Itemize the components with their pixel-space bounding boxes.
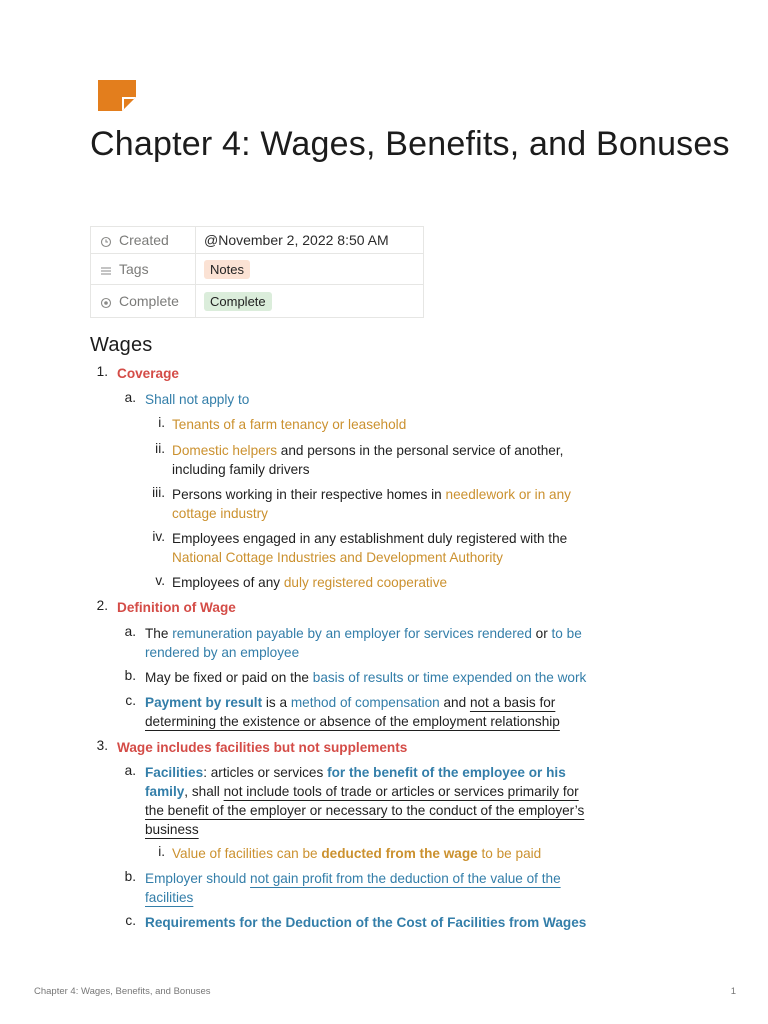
list-marker: b.	[124, 668, 136, 683]
list-item-domestic-helpers: Domestic helpers and persons in the personal service of another, including family drivers	[172, 443, 564, 477]
list-item-payment-by-result: Payment by result is a method of compensation and not a basis for determining the existence or absence of the employment relationship	[145, 695, 560, 729]
list-item-home-workers: Persons working in their respective homes in needlework or in any cottage industry	[172, 487, 571, 521]
property-row-tags	[91, 254, 424, 285]
list-item-requirements: Requirements for the Deduction of the Cost of Facilities from Wages	[145, 915, 587, 930]
list-marker: i.	[158, 415, 165, 430]
list-marker: c.	[125, 693, 136, 708]
list-marker: 1.	[96, 364, 108, 379]
list-item-cooperative: Employees of any duly registered cooperative	[172, 575, 448, 590]
tag-notes[interactable]: Notes	[204, 260, 250, 279]
list-item-definition: Definition of Wage	[117, 600, 236, 615]
property-key-complete: Complete	[91, 285, 196, 318]
list-marker: iv.	[152, 529, 165, 544]
list-item-value-of-facilities: Value of facilities can be deducted from the wage to be paid	[172, 846, 542, 861]
list-marker: ii.	[155, 441, 165, 456]
property-value-created: @November 2, 2022 8:50 AM	[196, 227, 424, 254]
status-icon	[99, 297, 113, 309]
property-key-tags: Tags	[91, 254, 196, 285]
list-item-registered-establishment: Employees engaged in any establishment duly registered with the National Cottage Industries and Development Authority	[172, 531, 568, 565]
list-item-coverage: Coverage	[117, 366, 179, 381]
list-marker: v.	[155, 573, 165, 588]
property-value-tags[interactable]	[196, 254, 424, 285]
list-marker: iii.	[152, 485, 165, 500]
footer-page-number: 1	[730, 986, 736, 997]
footer-title: Chapter 4: Wages, Benefits, and Bonuses	[34, 986, 211, 997]
list-marker: c.	[125, 913, 136, 928]
properties-table	[90, 226, 424, 318]
list-marker: a.	[124, 624, 136, 639]
list-item-wage-includes: Wage includes facilities but not supplements	[117, 740, 408, 755]
list-item-shall-not-apply: Shall not apply to	[145, 392, 250, 407]
sticky-note-icon	[98, 80, 136, 111]
list-item-facilities: Facilities: articles or services for the benefit of the employee or his family, shall not include tools of trade or articles or services primarily for the benefit of the employer or necessary to the conduct of the employer’s business	[145, 765, 585, 837]
property-row-created	[91, 227, 424, 254]
list-item-tenants: Tenants of a farm tenancy or leasehold	[172, 417, 407, 432]
list-item-remuneration: The remuneration payable by an employer for services rendered or to be rendered by an employee	[145, 626, 582, 660]
section-heading-wages: Wages	[90, 334, 153, 356]
list-item-fixed-or-paid: May be fixed or paid on the basis of results or time expended on the work	[145, 670, 587, 685]
page-title: Chapter 4: Wages, Benefits, and Bonuses	[90, 125, 730, 163]
list-icon	[99, 265, 113, 277]
list-marker: 2.	[96, 598, 108, 613]
list-marker: 3.	[96, 738, 108, 753]
list-marker: a.	[124, 763, 136, 778]
clock-icon	[99, 236, 113, 248]
property-row-complete	[91, 285, 424, 318]
list-marker: b.	[124, 869, 136, 884]
property-key-created: Created	[91, 227, 196, 254]
property-value-complete[interactable]	[196, 285, 424, 318]
tag-complete[interactable]: Complete	[204, 292, 272, 311]
list-item-no-profit: Employer should not gain profit from the deduction of the value of the facilities	[145, 871, 561, 905]
list-marker: i.	[158, 844, 165, 859]
list-marker: a.	[124, 390, 136, 405]
